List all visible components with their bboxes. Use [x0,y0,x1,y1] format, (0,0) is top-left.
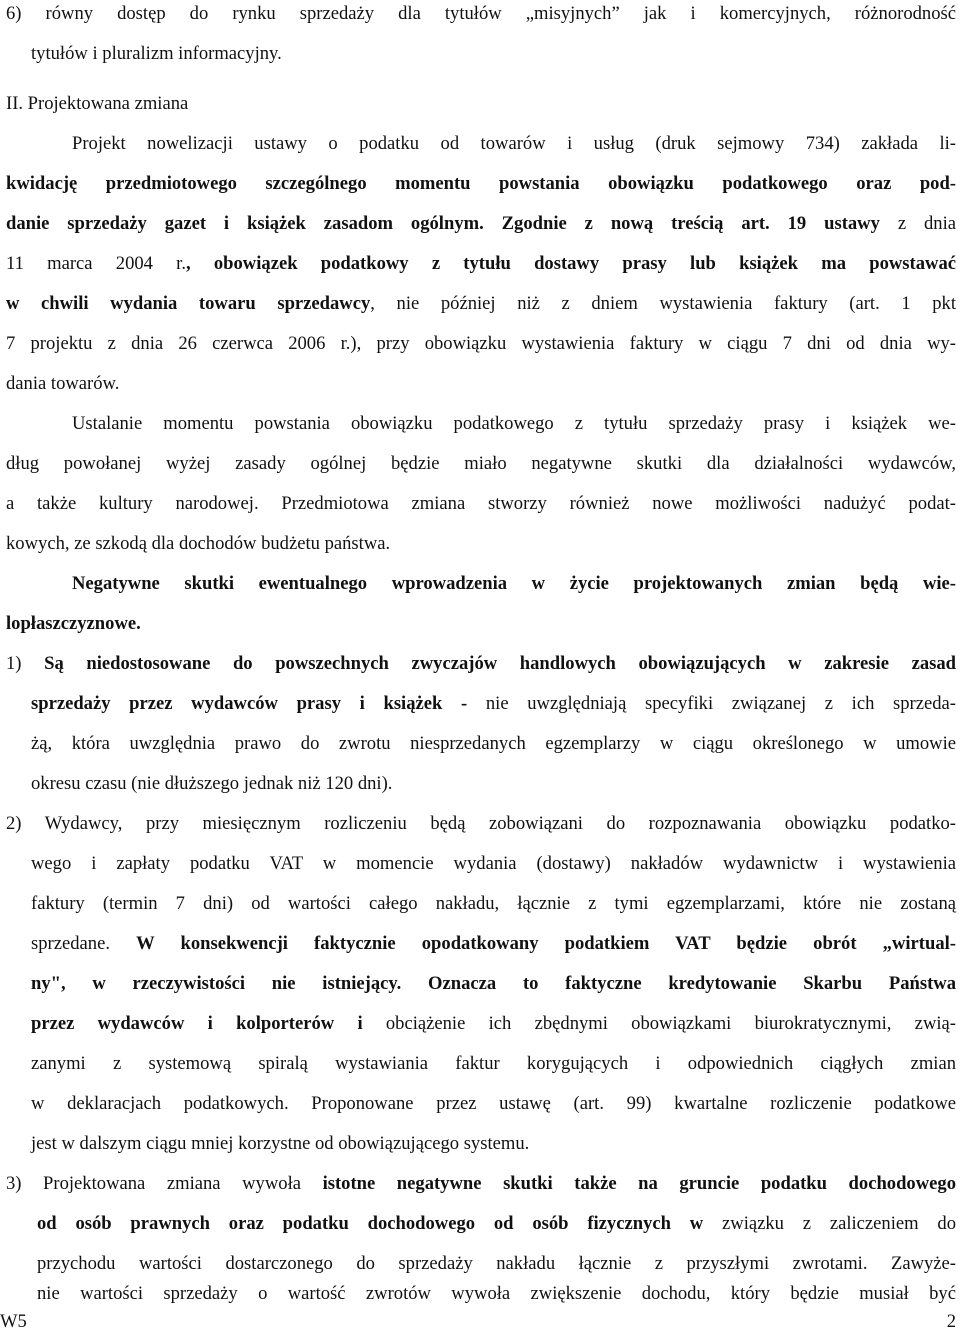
text-line [6,804,956,844]
bold-text-run: kwidację przedmiotowego szczególnego momentu powstania obowiązku podatkowego oraz pod- [6,173,956,194]
text-line [6,324,956,364]
text-run: II. Projektowana zmiana [6,93,189,114]
text-line [37,1204,956,1244]
page-number: 2 [946,1311,956,1332]
text-run: z dnia [879,213,956,234]
text-line [72,564,956,604]
bold-text-run: , obowiązek podatkowy z tytułu dostawy prasy lub książek ma powstawać [186,253,956,274]
bold-text-run: lopłaszczyznowe. [6,613,141,634]
text-line [31,764,956,804]
text-line [31,844,956,884]
text-run: 6) równy dostęp do rynku sprzedaży dla tytułów „misyjnych” jak i komercyjnych, różnorodność [6,3,956,24]
text-line [6,0,956,34]
text-line [72,124,956,164]
text-run: w deklaracjach podatkowych. Proponowane przez ustawę (art. 99) kwartalne rozliczenie podatkowe [31,1093,956,1114]
text-line [31,724,956,764]
text-run: żą, która uwzględnia prawo do zwrotu niesprzedanych egzemplarzy w ciągu określonego w umowie [31,733,956,754]
text-run: 7 projektu z dnia 26 czerwca 2006 r.), przy obowiązku wystawienia faktury w ciągu 7 dni od dnia wy- [6,333,956,354]
text-line [6,244,956,284]
text-run: nie uwzględniają specyfiki związanej z ich sprzeda- [467,693,956,714]
text-line [6,444,956,484]
text-run: dług powołanej wyżej zasady ogólnej będzie miało negatywne skutki dla działalności wydawców, [6,453,956,474]
text-run: związku z zaliczeniem do [703,1213,956,1234]
text-line [6,524,956,564]
text-line [6,484,956,524]
bold-text-run: przez wydawców i kolporterów i [31,1013,363,1034]
text-run: dania towarów. [6,373,120,394]
text-line [31,1044,956,1084]
text-line [31,964,956,1004]
text-run: przychodu wartości dostarczonego do sprzedaży nakładu łącznie z przyszłymi zwrotami. Zawyże- [37,1253,956,1274]
bold-text-run: W konsekwencji faktycznie opodatkowany podatkiem VAT będzie obrót „wirtual- [136,933,956,954]
text-run: faktury (termin 7 dni) od wartości całego nakładu, łącznie z tymi egzemplarzami, które nie zostaną [31,893,956,914]
text-line [31,684,956,724]
text-run: jest w dalszym ciągu mniej korzystne od obowiązującego systemu. [31,1133,530,1154]
bold-text-run: Negatywne skutki ewentualnego wprowadzenia w życie projektowanych zmian będą wie- [72,573,956,594]
text-run: 11 marca 2004 r. [6,253,186,274]
text-run: tytułów i pluralizm informacyjny. [31,43,282,64]
bold-text-run: ny", w rzeczywistości nie istniejący. Oznacza to faktyczne kredytowanie Skarbu Państwa [31,973,956,994]
text-run: a także kultury narodowej. Przedmiotowa zmiana stworzy również nowe możliwości nadużyć podat- [6,493,956,514]
text-run: Projekt nowelizacji ustawy o podatku od towarów i usług (druk sejmowy 734) zakłada li- [72,133,956,154]
text-run: wego i zapłaty podatku VAT w momencie wydania (dostawy) nakładów wydawnictw i wystawienia [31,853,956,874]
text-line [6,84,956,124]
text-line [6,644,956,684]
text-run: 1) [6,653,45,674]
text-run: Ustalanie momentu powstania obowiązku podatkowego z tytułu sprzedaży prasy i książek we- [72,413,956,434]
bold-text-run: w chwili wydania towaru sprzedawcy [6,293,371,314]
text-line [6,284,956,324]
text-run: , nie później niż z dniem wystawienia faktury (art. 1 pkt [370,293,957,314]
text-line [31,924,956,964]
text-line [6,1164,956,1204]
text-line [37,1274,956,1314]
bold-text-run: Są niedostosowane do powszechnych zwyczajów handlowych obowiązujących w zakresie zasad [44,653,956,674]
text-line [31,1004,956,1044]
text-run: zanymi z systemową spiralą wystawiania faktur korygujących i odpowiednich ciągłych zmian [31,1053,956,1074]
text-line [31,34,956,74]
bold-text-run: sprzedaży przez wydawców prasy i książek - [31,693,468,714]
text-run: 3) Projektowana zmiana wywoła [6,1173,323,1194]
text-line [31,884,956,924]
text-line [6,604,956,644]
text-run: obciążenie ich zbędnymi obowiązkami biurokratycznymi, zwią- [362,1013,956,1034]
text-run: kowych, ze szkodą dla dochodów budżetu państwa. [6,533,391,554]
text-line [6,364,956,404]
text-line [72,404,956,444]
text-run: okresu czasu (nie dłuższego jednak niż 120 dni). [31,773,393,794]
text-line [6,204,956,244]
bold-text-run: od osób prawnych oraz podatku dochodowego od osób fizycznych w [37,1213,704,1234]
text-run: sprzedane. [31,933,137,954]
text-line [6,164,956,204]
bold-text-run: danie sprzedaży gazet i książek zasadom ogólnym. Zgodnie z nową treścią art. 19 ustawy [6,213,880,234]
text-run: nie wartości sprzedaży o wartość zwrotów wywoła zwiększenie dochodu, który będzie musiał być [37,1283,956,1304]
text-line [31,1124,956,1164]
text-line [31,1084,956,1124]
bold-text-run: istotne negatywne skutki także na gruncie podatku dochodowego [322,1173,957,1194]
text-run: 2) Wydawcy, przy miesięcznym rozliczeniu będą zobowiązani do rozpoznawania obowiązku podatko- [6,813,956,834]
footer-code: W5 [0,1311,27,1332]
